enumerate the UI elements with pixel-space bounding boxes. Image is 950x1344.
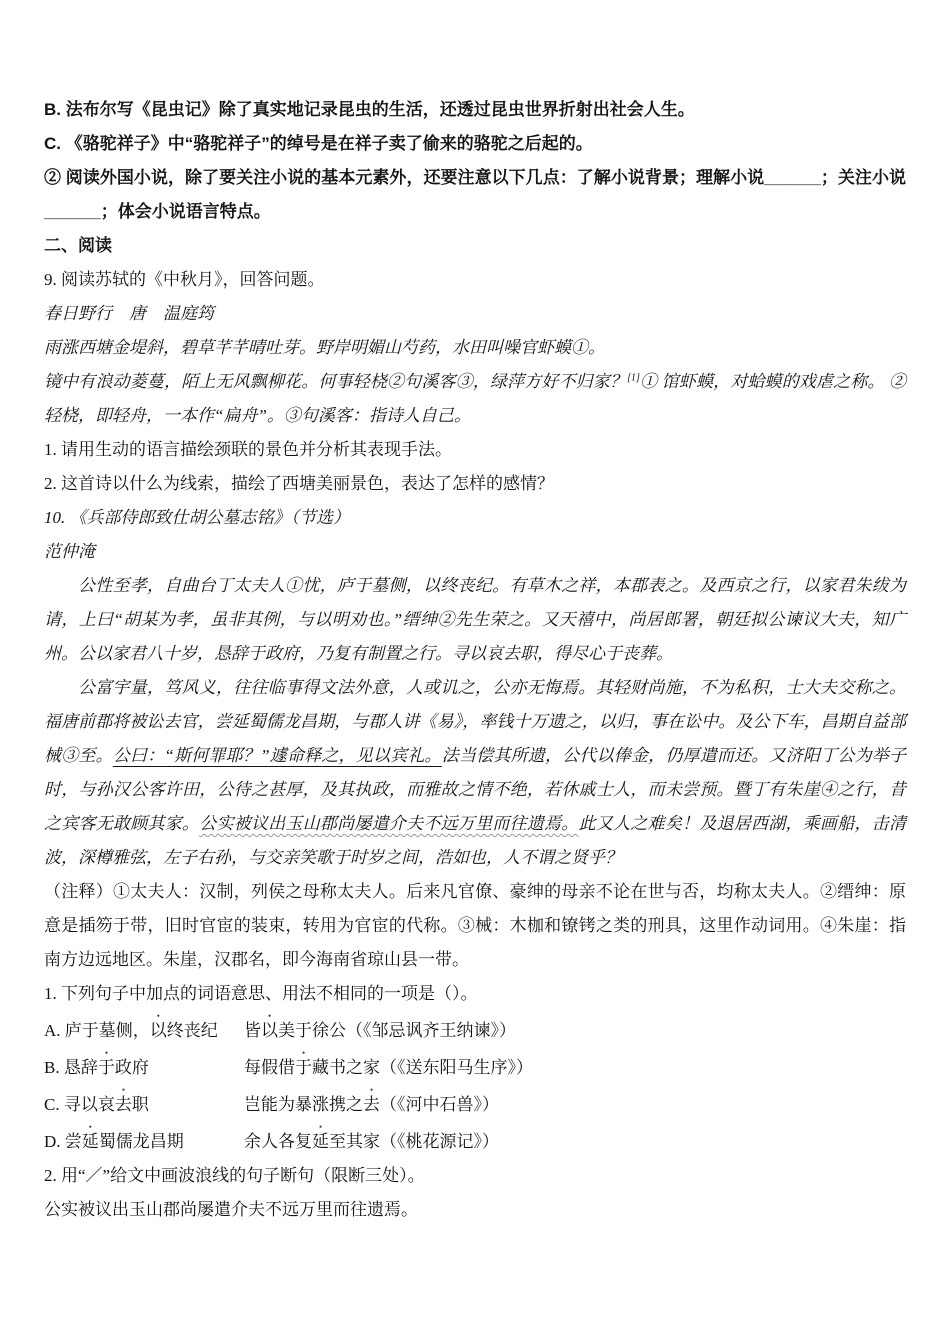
q10-notes: （注释）①太夫人：汉制，列侯之母称太夫人。后来凡官僚、豪绅的母亲不论在世与否，均称太夫人。②缙绅：原意是插笏于带，旧时官宦的装束，转用为官宦的代称。③械：木枷和镣铐之类的刑具，这里作动词用。④朱崖：指南方边远地区。朱崖，汉郡名，即今海南省琼山县一带。	[44, 882, 906, 969]
text-segment: 去	[363, 1095, 380, 1114]
text-segment: 美于徐公（《邹忌讽齐王纳谏》）	[278, 1021, 516, 1040]
text-segment: 法当偿其所遗，公代以俸金，仍厚遣而还。又济阳丁公为举子时，与孙汉公客许田，公待之甚厚，及其执政，而雅故之情不绝，若休戚士人，而未尝预。暨丁有朱崖④之行，昔之宾客无敢顾其家。	[44, 746, 907, 833]
text-segment: 于	[295, 1058, 312, 1077]
section-heading: 二、阅读	[44, 236, 112, 255]
text-segment: 每假借	[244, 1058, 295, 1077]
option-a-comparison	[244, 1011, 906, 1048]
q10-para-1: 公性至孝，自曲台丁太夫人①忧，庐于墓侧，以终丧纪。有草木之祥，本郡表之。及西京之行，以家君朱绂为请，上曰“胡某为孝，虽非其例，与以明劝也。”缙绅②先生荣之。又天禧中，尚居郎署，朝廷拟公谏议大夫，知广州。公以家君八十岁，恳辞于政府，乃复有制置之行。寻以哀去职，得尽心于丧葬。	[44, 576, 906, 663]
option-b-comparison	[244, 1048, 906, 1085]
text-segment: 延	[81, 1132, 99, 1151]
poem-title: 春日野行 唐 温庭筠	[44, 304, 214, 323]
text-segment: 职	[131, 1095, 149, 1114]
option-c-comparison	[244, 1085, 906, 1122]
option-row-a	[44, 1011, 906, 1048]
option-row-c	[44, 1085, 906, 1122]
text-segment: 皆	[244, 1021, 261, 1040]
text-segment: 公富宇量，笃风义，往往临事得文法外意，人或讥之，公亦无悔焉。其轻财尚施，不为私积，士大夫交称之。福唐前郡将被讼去官，尝延蜀儒龙昌期，与郡人讲《易》，率钱十万遗之，以归，事在讼中。及公下车，昌期自益部械③至。	[44, 678, 906, 765]
option-a-phrase	[44, 1011, 244, 1048]
q10-title: 10. 《兵部侍郎致仕胡公墓志铭》（节选）	[44, 508, 350, 527]
text-segment: 于	[97, 1058, 115, 1077]
q9-sub2: 2. 这首诗以什么为线索，描绘了西塘美丽景色，表达了怎样的感情？	[44, 474, 554, 493]
text-segment: 终丧纪	[166, 1021, 218, 1040]
text-segment: 延	[312, 1132, 329, 1151]
text-segment: 余人各复	[244, 1132, 312, 1151]
text-segment: 岂能为暴涨携之	[244, 1095, 363, 1114]
q10-sub1: 1. 下列句子中加点的词语意思、用法不相同的一项是（）。	[44, 984, 478, 1003]
q10-author: 范仲淹	[44, 542, 95, 561]
option-c-phrase	[44, 1085, 244, 1122]
fill-blank-line: ② 阅读外国小说，除了要关注小说的基本元素外，还要注意以下几点：了解小说背景；理解小说______；关注小说______；体会小说语言特点。	[44, 168, 906, 221]
q9-prompt: 9. 阅读苏轼的《中秋月》，回答问题。	[44, 270, 325, 289]
text-segment: [1]	[627, 372, 640, 384]
text-segment: （《河中石兽》）	[380, 1095, 499, 1114]
text-segment: ① 馆虾蟆，对蛤蟆的戏虐之称。 ②轻桡，即轻舟，一本作“扁舟”。③句溪客：指诗人自己。	[44, 372, 907, 425]
q10-para-2	[44, 671, 906, 875]
q10-sub2-sentence: 公实被议出玉山郡尚屡遣介夫不远万里而往遗焉。	[44, 1200, 418, 1219]
text-segment: 公曰：“斯何罪耶？”遽命释之，见以宾礼。	[112, 746, 442, 765]
text-segment: D. 尝	[44, 1132, 82, 1151]
text-segment: 以	[149, 1021, 167, 1040]
option-row-d	[44, 1122, 906, 1159]
text-segment: 去	[114, 1095, 132, 1114]
option-d-phrase	[44, 1122, 244, 1159]
text-segment: 政府	[114, 1058, 149, 1077]
option-d-comparison	[244, 1122, 906, 1159]
text-segment: 镜中有浪动菱蔓，陌上无风飘柳花。何事轻桡②句溪客③，绿萍方好不归家？	[44, 372, 628, 391]
poem-line-1: 雨涨西塘金堤斜，碧草芊芊晴吐芽。野岸明媚山芍药，水田叫噪官虾蟆①。	[44, 338, 605, 357]
text-segment: B. 恳辞	[44, 1058, 98, 1077]
text-segment: 蜀儒龙昌期	[98, 1132, 184, 1151]
text-segment: C. 寻以哀	[44, 1095, 115, 1114]
text-segment: A. 庐于墓侧，	[44, 1021, 150, 1040]
text-segment: 公实被议出玉山郡尚屡遣介夫不远万里而往遗焉。	[199, 814, 579, 833]
text-segment: 此又人之难矣！及退居西湖，乘画船，击清波，深樽雅弦，左子右孙，与交亲笑歌于时岁之间，浩如也，人不谓之贤乎？	[44, 814, 907, 867]
poem-line-2	[44, 365, 906, 433]
q9-sub1: 1. 请用生动的语言描绘颈联的景色并分析其表现手法。	[44, 440, 452, 459]
text-segment: 藏书之家（《送东阳马生序》）	[312, 1058, 533, 1077]
q10-sub2: 2. 用“／”给文中画波浪线的句子断句（限断三处）。	[44, 1166, 425, 1185]
text-segment: 以	[261, 1021, 278, 1040]
option-b-line: B. 法布尔写《昆虫记》除了真实地记录昆虫的生活，还透过昆虫世界折射出社会人生。	[44, 100, 695, 119]
option-row-b	[44, 1048, 906, 1085]
option-c-line: C. 《骆驼祥子》中“骆驼祥子”的绰号是在祥子卖了偷来的骆驼之后起的。	[44, 134, 593, 153]
option-b-phrase	[44, 1048, 244, 1085]
text-segment: 至其家（《桃花源记》）	[329, 1132, 499, 1151]
